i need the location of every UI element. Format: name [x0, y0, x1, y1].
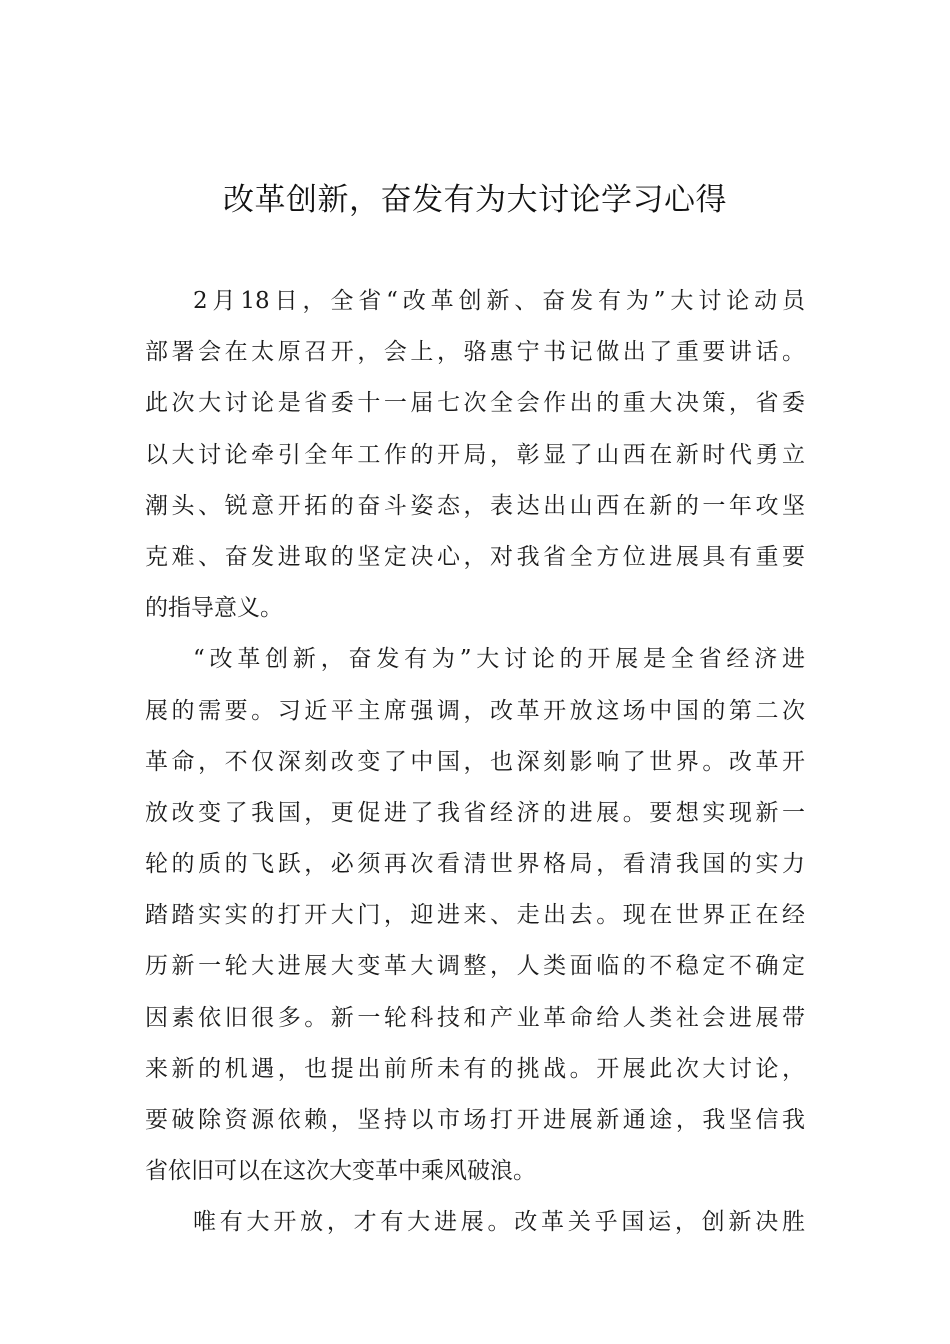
- document-body: [145, 276, 805, 1249]
- text-line: 放改变了我国，更促进了我省经济的进展。要想实现新一: [145, 799, 805, 826]
- text-line: 克难、奋发进取的坚定决心，对我省全方位进展具有重要: [145, 543, 805, 570]
- text-line: 革命，不仅深刻改变了中国，也深刻影响了世界。改革开: [145, 748, 805, 775]
- text-line: 的指导意义。: [145, 595, 283, 622]
- text-line: 踏踏实实的打开大门，迎进来、走出去。现在世界正在经: [145, 902, 805, 929]
- text-line: 历新一轮大进展大变革大调整，人类面临的不稳定不确定: [145, 953, 805, 980]
- paragraph-2: [145, 634, 805, 1197]
- text-line: 要破除资源依赖，坚持以市场打开进展新通途，我坚信我: [145, 1107, 805, 1133]
- text-line: 省依旧可以在这次大变革中乘风破浪。: [145, 1158, 536, 1185]
- paragraph-3: [145, 1197, 805, 1248]
- text-line: 2月18日，全省“改革创新、奋发有为”大讨论动员: [193, 288, 805, 314]
- text-line: 展的需要。习近平主席强调，改革开放这场中国的第二次: [145, 697, 805, 724]
- text-line: 潮头、锐意开拓的奋斗姿态，表达出山西在新的一年攻坚: [145, 492, 805, 519]
- text-line: 来新的机遇，也提出前所未有的挑战。开展此次大讨论，: [145, 1055, 805, 1082]
- paragraph-1: [145, 276, 805, 634]
- text-line: 以大讨论牵引全年工作的开局，彰显了山西在新时代勇立: [145, 441, 805, 468]
- text-line: 此次大讨论是省委十一届七次全会作出的重大决策，省委: [145, 390, 805, 417]
- text-line: 唯有大开放，才有大进展。改革关乎国运，创新决胜: [193, 1209, 805, 1236]
- text-line: 因素依旧很多。新一轮科技和产业革命给人类社会进展带: [145, 1004, 805, 1031]
- text-line: “改革创新，奋发有为”大讨论的开展是全省经济进: [193, 646, 805, 673]
- document-title: 改革创新，奋发有为大讨论学习心得: [223, 182, 727, 218]
- text-line: 部署会在太原召开，会上，骆惠宁书记做出了重要讲话。: [145, 339, 805, 366]
- text-line: 轮的质的飞跃，必须再次看清世界格局，看清我国的实力: [145, 851, 805, 878]
